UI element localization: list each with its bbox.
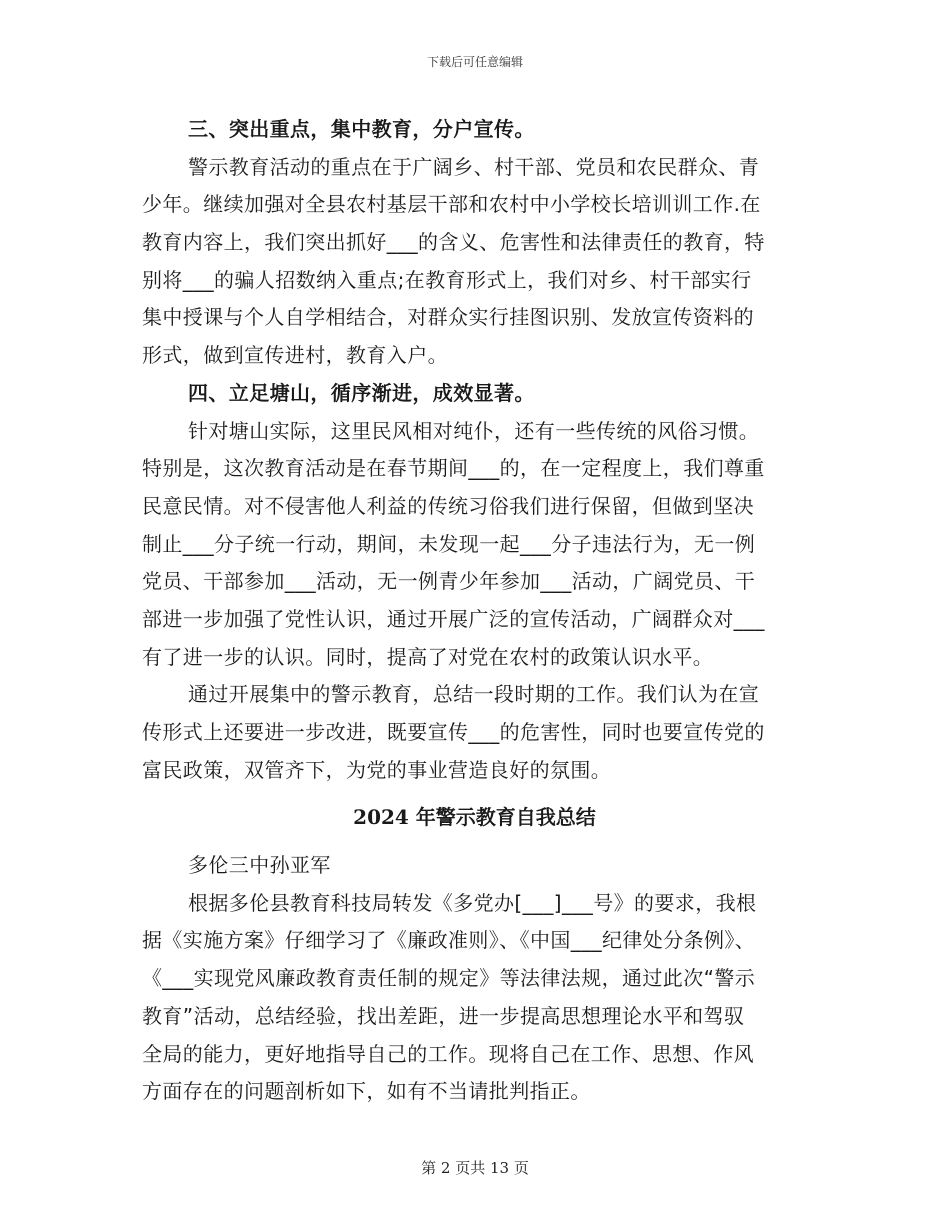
paragraph-line: 民意民情。对不侵害他人利益的传统习俗我们进行保留，但做到坚决 bbox=[142, 493, 754, 518]
paragraph-line: 传形式上还要进一步改进，既要宣传___的危害性，同时也要宣传党的 bbox=[142, 720, 765, 744]
paragraph-line: 《___实现党风廉政教育责任制的规定》等法律法规，通过此次“警示 bbox=[142, 966, 756, 991]
paragraph-line: 制止___分子统一行动，期间，未发现一起___分子违法行为，无一例 bbox=[142, 531, 756, 556]
paragraph-line: 别将___的骗人招数纳入重点;在教育形式上，我们对乡、村干部实行 bbox=[142, 267, 752, 292]
paragraph-line: 警示教育活动的重点在于广阔乡、村干部、党员和农民群众、青 bbox=[188, 154, 760, 179]
paragraph-line: 通过开展集中的警示教育，总结一段时期的工作。我们认为在宣 bbox=[188, 682, 760, 707]
paragraph-line: 特别是，这次教育活动是在春节期间___的，在一定程度上，我们尊重 bbox=[142, 456, 765, 481]
section-part-two bbox=[142, 847, 807, 1111]
paragraph-line: 形式，做到宣传进村，教育入户。 bbox=[142, 343, 448, 368]
page-footer: 第 2 页共 13 页 bbox=[421, 1159, 529, 1177]
paragraph-line: 教育”活动，总结经验，找出差距，进一步提高思想理论水平和驾驭 bbox=[142, 1003, 745, 1028]
paragraph-line: 集中授课与个人自学相结合，对群众实行挂图识别、发放宣传资料的 bbox=[142, 305, 754, 330]
paragraph-line: 据《实施方案》仔细学习了《廉政准则》、《中国___纪律处分条例》、 bbox=[142, 928, 756, 953]
paragraph-line: 教育内容上，我们突出抓好___的含义、危害性和法律责任的教育，特 bbox=[142, 230, 765, 255]
section-heading: 三、突出重点，集中教育，分户宣传。 bbox=[188, 117, 535, 141]
paragraph-line: 少年。继续加强对全县农村基层干部和农村中小学校长培训训工作.在 bbox=[142, 192, 761, 217]
paragraph-line: 多伦三中孙亚军 bbox=[188, 853, 331, 878]
section-heading: 四、立足塘山，循序渐进，成效显著。 bbox=[188, 380, 535, 405]
document-title: 2024 年警示教育自我总结 bbox=[353, 805, 596, 830]
paragraph-line: 党员、干部参加___活动，无一例青少年参加___活动，广阔党员、干 bbox=[142, 569, 756, 594]
paragraph-line: 针对塘山实际，这里民风相对纯仆，还有一些传统的风俗习惯。 bbox=[188, 418, 760, 443]
paragraph-line: 有了进一步的认识。同时，提高了对党在农村的政策认识水平。 bbox=[142, 644, 714, 669]
section-part-one bbox=[142, 111, 807, 789]
page-header: 下载后可任意编辑 bbox=[426, 55, 523, 69]
paragraph-line: 部进一步加强了党性认识，通过开展广泛的宣传活动，广阔群众对___ bbox=[142, 606, 765, 631]
document-body bbox=[142, 111, 807, 1111]
paragraph-line: 根据多伦县教育科技局转发《多党办[___]___号》的要求，我根 bbox=[188, 890, 757, 915]
paragraph-line: 富民政策，双管齐下，为党的事业营造良好的氛围。 bbox=[142, 757, 612, 782]
paragraph-line: 全局的能力，更好地指导自己的工作。现将自己在工作、思想、作风 bbox=[142, 1041, 754, 1066]
paragraph-line: 方面存在的问题剖析如下，如有不当请批判指正。 bbox=[142, 1079, 591, 1104]
